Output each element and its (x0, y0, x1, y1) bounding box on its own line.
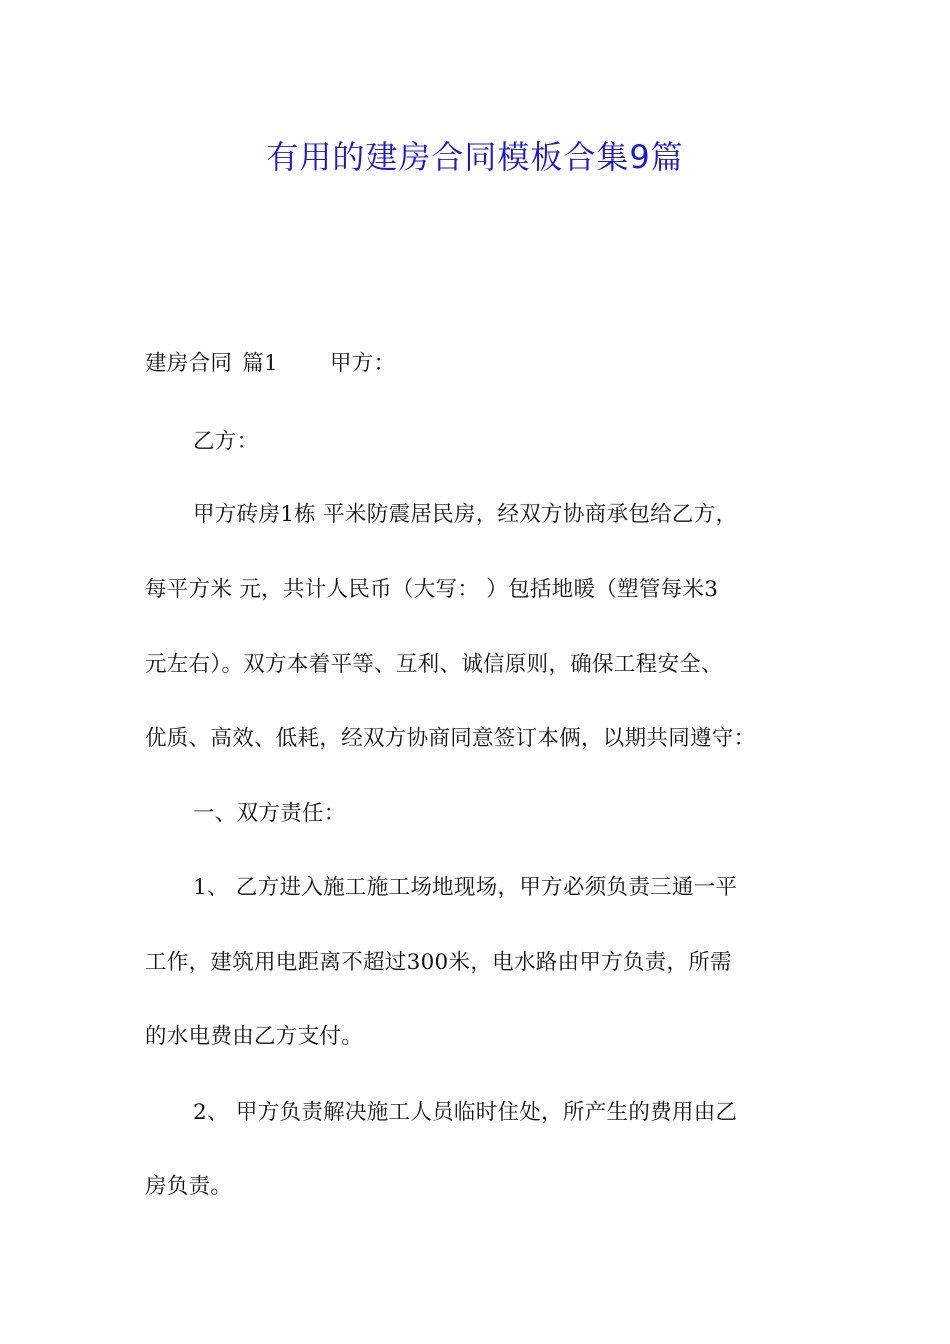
paragraph-line: 每平方米 元，共计人民币（大写： ）包括地暖（塑管每米3 (145, 577, 719, 602)
section-heading: 一、双方责任： (193, 801, 346, 826)
contract-label: 建房合同 (145, 351, 233, 376)
party-b-label: 乙方： (193, 429, 259, 454)
chapter-label: 篇1 (242, 351, 278, 376)
section-heading-line (145, 346, 810, 377)
paragraph-line: 房负责。 (145, 1174, 233, 1199)
paragraph-line: 元左右）。双方本着平等、互利、诚信原则，确保工程安全、 (145, 652, 723, 677)
paragraph-line: 优质、高效、低耗，经双方协商同意签订本俩，以期共同遵守： (145, 726, 756, 751)
paragraph-line: 1、 乙方进入施工施工场地现场，甲方必须负责三通一平 (193, 875, 738, 900)
paragraph-line: 工作，建筑用电距离不超过300米，电水路由甲方负责，所需 (145, 950, 732, 975)
paragraph-line: 甲方砖房1栋 平米防震居民房，经双方协商承包给乙方， (193, 502, 738, 527)
party-a-label: 甲方： (329, 351, 396, 376)
document-title: 有用的建房合同模板合集9篇 (266, 138, 684, 176)
paragraph-line: 2、 甲方负责解决施工人员临时住处，所产生的费用由乙 (193, 1100, 738, 1125)
paragraph-line: 的水电费由乙方支付。 (145, 1024, 364, 1049)
